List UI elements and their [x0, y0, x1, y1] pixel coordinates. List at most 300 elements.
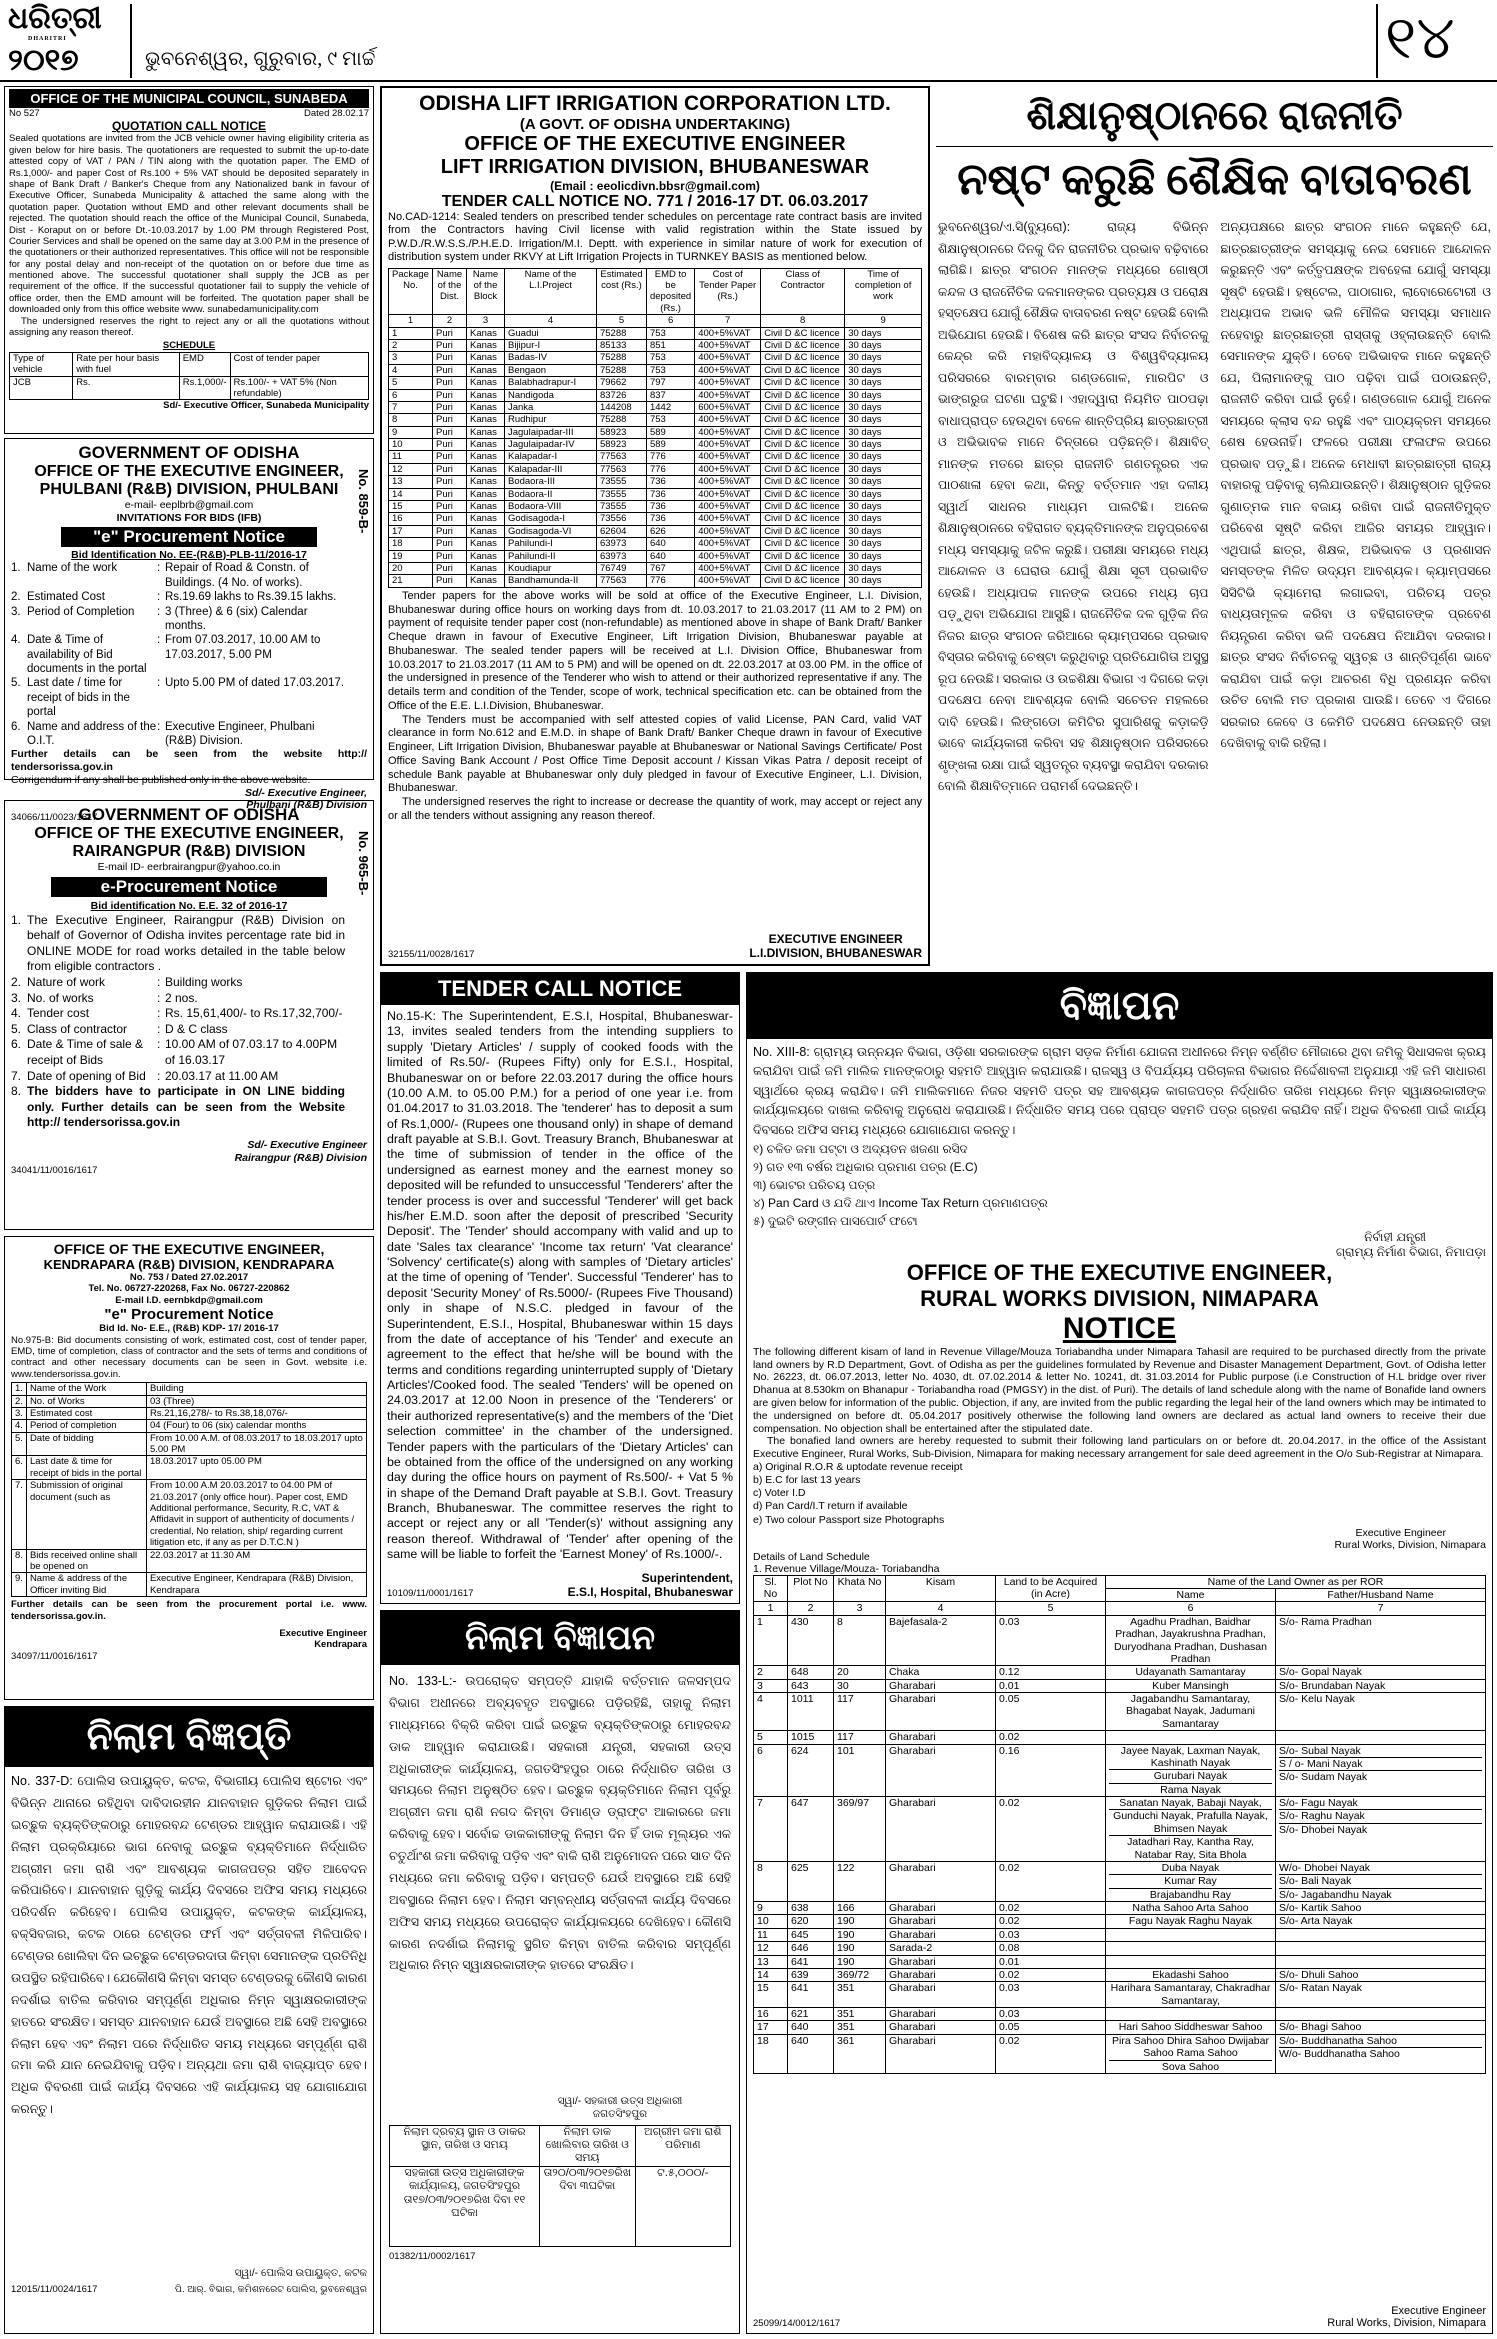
owner-relation: S/o- Bali Nayak [1279, 1874, 1482, 1887]
olic-colnum: 3 [466, 315, 504, 327]
kendrapara-row: 7. Submission of original document (such as From 10.00 A.M 20.03.2017 to 04.00 PM of 21.03.2017 (only office hour). Paper cost, EMD Additional performance, Security, R.C, VAT & Affidavit in support of authenticity of documents / credential, No relation, ship/ regarding current litigation etc, if any as per D.T.C.N ) [12, 1480, 367, 1549]
olic-cell: 6 [389, 389, 433, 401]
nimapara-owner-names [1106, 1731, 1276, 1744]
nimapara-colnum: 3 [834, 1602, 886, 1615]
olic-cell: Civil D &C licence [761, 538, 845, 550]
olic-cell: Janka [504, 401, 596, 413]
nilam-cuttack-sig: ସ୍ୱା/- ପୋଲିସ ଉପାୟୁକ୍ତ, କଟକ [234, 2267, 367, 2279]
nimapara-cell-area: 0.02 [996, 1861, 1106, 1901]
olic-cell: 30 days [845, 550, 922, 562]
nilam-jsp-body: No. 133-L:- ଉପରୋକ୍ତ ସମ୍ପତ୍ତି ଯାହାକି ବର୍ତ୍ତମାନ ଜଳସମ୍ପଦ ବିଭାଗ ଅଧୀନରେ ଅବ୍ୟବହୃତ ଅବସ୍ଥାରେ ପଡ଼ିରହିଛି, ତାହାକୁ ନିଲାମ ମାଧ୍ୟମରେ ବିକ୍ରି କରିବା ପାଇଁ ଇଚ୍ଛୁକ ବ୍ୟକ୍ତିଙ୍କଠାରୁ ମୋହରବନ୍ଦ ଡାକ ଆହ୍ୱାନ କରାଯାଉଛି। ସହକାରୀ ଯନ୍ତ୍ରୀ, ସହକାରୀ ଉତ୍ସ ଅଧିକାରୀଙ୍କ କାର୍ଯ୍ୟାଳୟ, ଜଗତସିଂହପୁର ଠାରେ ନିର୍ଦ୍ଧାରିତ ତାରିଖ ଓ ସମୟରେ ନିଲାମ ଅନୁଷ୍ଠିତ ହେବ। ଇଚ୍ଛୁକ ବ୍ୟକ୍ତିମାନେ ନିଲାମ ପୂର୍ବରୁ ଅଗ୍ରୀମ ଜମା ରାଶି ନଗଦ କିମ୍ବା ଡିମାଣ୍ଡ ଡ୍ରାଫ୍ଟ ଆକାରରେ ଜମା କରିବାକୁ ହେବ। ସର୍ବୋଚ୍ଚ ଡାକକାରୀଙ୍କୁ ନିଲାମ ଦିନ ହିଁ ଡାକ ମୂଲ୍ୟର ଏକ ଚତୁର୍ଥାଂଶ ଜମା କରିବାକୁ ପଡ଼ିବ ଏବଂ ବାକି ରାଶି ଅନୁମୋଦନ ପରେ ସାତ ଦିନ ମଧ୍ୟରେ ଜମା କରିବାକୁ ପଡ଼ିବ। ସମ୍ପତ୍ତି ଯେଉଁ ଅବସ୍ଥାରେ ଅଛି ସେହି ଅବସ୍ଥାରେ ନିଲାମ ହେବ। ନିଲାମ ସମ୍ବନ୍ଧୀୟ ସର୍ତ୍ତାବଳୀ କାର୍ଯ୍ୟ ଦିବସରେ ଅଫିସ ସମୟ ମଧ୍ୟରେ ଉପରୋକ୍ତ କାର୍ଯ୍ୟାଳୟରେ ଦେଖିହେବ। କୌଣସି କାରଣ ନଦର୍ଶାଇ ନିଲାମକୁ ସ୍ଥଗିତ କିମ୍ବା ବାତିଲ କରିବାର ସମ୍ପୂର୍ଣ୍ଣ ଅଧିକାର ନିମ୍ନ ସ୍ୱାକ୍ଷରକାରୀଙ୍କ ହାତରେ ସଂରକ୍ଷିତ। [389, 1674, 731, 1973]
owner-relation: S/o- Dhuli Sahoo [1279, 1968, 1359, 1981]
nimapara-row [754, 1679, 1486, 1692]
owner-name: Udayanath Samantaray [1135, 1666, 1246, 1679]
nimapara-cell-kisam: Gharabari [886, 1744, 996, 1797]
nimapara-cell-sl: 16 [754, 2008, 788, 2021]
owner-name: Jatadhari Ray, Kantha Ray, Natabar Ray, Sita Bhola [1109, 1835, 1272, 1861]
nimapara-cell-khata: 190 [834, 1915, 886, 1928]
nimapara-cell-khata: 101 [834, 1744, 886, 1797]
nimapara-owner-names [1106, 1982, 1276, 2008]
masthead-divider-right [1376, 4, 1378, 78]
nimapara-cell-plot: 641 [788, 1982, 834, 2008]
olic-cell: 11 [389, 451, 433, 463]
olic-cell: Civil D &C licence [761, 513, 845, 525]
olic-cell: Puri [432, 476, 466, 488]
nilam-jsp-th: ନିଲାମ ଦ୍ରବ୍ୟ ସ୍ଥାନ ଓ ଡାକର ସ୍ଥାନ, ତାରିଖ ଓ ସମୟ [390, 2125, 540, 2166]
nimapara-colnum: 4 [886, 1602, 996, 1615]
kendrapara-further: Further details can be seen from the procurement portal i.e. www. tendersorissa.gov.in. [11, 1599, 367, 1622]
owner-relation: S/o- Brundaban Nayak [1279, 1679, 1386, 1692]
olic-cell: 400+5%VAT [695, 525, 761, 537]
olic-colnum: 1 [389, 315, 433, 327]
olic-sig1: EXECUTIVE ENGINEER [768, 932, 903, 946]
olic-cell: Puri [432, 364, 466, 376]
phulbani-ifb: INVITATIONS FOR BIDS (IFB) [116, 511, 262, 524]
olic-cell: Civil D &C licence [761, 439, 845, 451]
olic-th: Time of completion of work [845, 268, 922, 315]
nimapara-cell-kisam: Bajefasala-2 [886, 1615, 996, 1666]
olic-cell: 400+5%VAT [695, 538, 761, 550]
olic-cell: 14 [389, 488, 433, 500]
nimapara-colnum: 5 [996, 1602, 1106, 1615]
logo-sub: DHARITRI [28, 36, 67, 42]
olic-cell: 589 [646, 439, 694, 451]
olic-l2: (A GOVT. OF ODISHA UNDERTAKING) [519, 116, 791, 133]
sunabeda-schedule-table [9, 352, 369, 401]
nimapara-cell-area: 0.03 [996, 1982, 1106, 2008]
olic-cell: Kanas [466, 339, 504, 351]
olic-cell: Puri [432, 401, 466, 413]
owner-relation: S / o- Mani Nayak [1279, 1757, 1482, 1770]
article-headline: ନଷ୍ଟ କରୁଛି ଶୈକ୍ଷିକ ବାତାବରଣ [957, 155, 1472, 204]
olic-cell: Rudhipur [504, 414, 596, 426]
olic-cell: 73556 [596, 513, 646, 525]
phulbani-corrigendum: Corrigendum if any shall be published only in the above website. [11, 773, 311, 786]
nilam-jsp-td: ଟ.୫,୦୦୦/- [635, 2166, 731, 2246]
nimapara-th: Kisam [886, 1575, 996, 1602]
nimapara-owner-relations [1276, 1615, 1486, 1666]
olic-cell: Puri [432, 513, 466, 525]
nimapara-cell-area: 0.02 [996, 1731, 1106, 1744]
nimapara-cell-area: 0.03 [996, 1615, 1106, 1666]
article-col2: ଅନ୍ୟପକ୍ଷରେ ଛାତ୍ର ସଂଗଠନ ମାନେ କହୁଛନ୍ତି ଯେ, ଛାତ୍ରଛାତ୍ରୀଙ୍କ ସମସ୍ୟାକୁ ନେଇ ସେମାନେ ଆନ୍ଦୋଳନ କରୁଛନ୍ତି ଏବଂ କର୍ତ୍ତୃପକ୍ଷଙ୍କ ଅବହେଳା ଯୋଗୁଁ ସମସ୍ୟା ସୃଷ୍ଟି ହେଉଛି। ହଷ୍ଟେଲ, ପାଠାଗାର, ଲାବୋରେଟୋରୀ ଓ ଅଧ୍ୟାପକ ଅଭାବ ଭଳି ମୌଳିକ ସମସ୍ୟା ସମାଧାନ ନହେବାରୁ ଛାତ୍ରଛାତ୍ରୀ ରାସ୍ତାକୁ ଓହ୍ଲାଉଛନ୍ତି ବୋଲି ସେମାନଙ୍କ ଯୁକ୍ତି। ତେବେ ଅଭିଭାବକ ମାନେ କହୁଛନ୍ତି ଯେ, ପିଲାମାନଙ୍କୁ ପାଠ ପଢ଼ିବା ପାଇଁ ପଠାଉଛନ୍ତି, ରାଜନୀତି କରିବା ପାଇଁ ନୁହେଁ। ଗଣ୍ଡଗୋଳ ଯୋଗୁଁ ଅନେକ ସମୟରେ କ୍ଲାସ ବନ୍ଦ ରହୁଛି ଏବଂ ପାଠ୍ୟକ୍ରମ ସମୟରେ ଶେଷ ହେଉନାହିଁ। ଫଳରେ ପରୀକ୍ଷା ଫଳାଫଳ ଉପରେ ପ୍ରଭାବ ପଡ଼ୁଛି। ଅନେକ ମେଧାବୀ ଛାତ୍ରଛାତ୍ରୀ ରାଜ୍ୟ ବାହାରକୁ ପଢ଼ିବାକୁ ଚାଲିଯାଉଛନ୍ତି। ଶିକ୍ଷାନୁଷ୍ଠାନ ଗୁଡ଼ିକର ଗୁଣାତ୍ମକ ମାନ ବଜାୟ ରଖିବା ପାଇଁ ରାଜନୀତିମୁକ୍ତ ପରିବେଶ ସୃଷ୍ଟି କରିବା ଆଜିର ସମୟର ଆହ୍ୱାନ। ଏଥିପାଇଁ ଛାତ୍ର, ଶିକ୍ଷକ, ଅଭିଭାବକ ଓ ପ୍ରଶାସନ ସମସ୍ତଙ୍କ ମିଳିତ ଉଦ୍ୟମ ଆବଶ୍ୟକ। କ୍ୟାମ୍ପସରେ ସିସିଟିଭି କ୍ୟାମେରା ଲଗାଇବା, ପରିଚୟ ପତ୍ର ବାଧ୍ୟତାମୂଳକ କରିବା ଓ ବହିରାଗତଙ୍କ ପ୍ରବେଶ ନିୟନ୍ତ୍ରଣ କରିବା ଭଳି ପଦକ୍ଷେପ ନିଆଯିବା ଦରକାର। ଛାତ୍ର ସଂସଦ ନିର୍ବାଚନକୁ ସ୍ୱଚ୍ଛ ଓ ଶାନ୍ତିପୂର୍ଣ୍ଣ ଭାବେ କରାଯିବା ପାଇଁ କଡ଼ା ଆଚରଣ ବିଧି ପ୍ରଣୟନ କରିବା ଉଚିତ ବୋଲି ମତ ପ୍ରକାଶ ପାଉଛି। ତେବେ ଏ ଦିଗରେ ସରକାର କେବେ ଓ କେମିତି ପଦକ୍ଷେପ ନେଉଛନ୍ତି ତାହା ଦେଖିବାକୁ ବାକି ରହିଲା। [1220, 220, 1491, 750]
olic-cell: 837 [646, 389, 694, 401]
olic-row [389, 377, 922, 389]
olic-cell: Kanas [466, 451, 504, 463]
nimapara-row [754, 1615, 1486, 1666]
nimapara-owner-names [1106, 1797, 1276, 1862]
nimapara-row [754, 1915, 1486, 1928]
olic-colnum: 8 [761, 315, 845, 327]
nimapara-cell-kisam: Gharabari [886, 1915, 996, 1928]
nimapara-row [754, 1928, 1486, 1941]
olic-cell: 30 days [845, 575, 922, 587]
rairangpur-l2: OFFICE OF THE EXECUTIVE ENGINEER, [34, 825, 344, 842]
olic-colnum: 9 [845, 315, 922, 327]
rairangpur-notice-title: e-Procurement Notice [51, 877, 327, 897]
owner-relation: S/o- Gopal Nayak [1279, 1666, 1362, 1679]
sunabeda-th: EMD [179, 352, 230, 376]
olic-l1: ODISHA LIFT IRRIGATION CORPORATION LTD. [419, 92, 891, 115]
nimapara-owner-relations [1276, 1928, 1486, 1941]
olic-cell: 851 [646, 339, 694, 351]
sunabeda-td: Rs.1,000/- [179, 376, 230, 400]
nimapara-row [754, 2021, 1486, 2034]
olic-cell: Civil D &C licence [761, 501, 845, 513]
nimapara-table-body [754, 1615, 1486, 2073]
olic-row [389, 389, 922, 401]
ad-nimapara [746, 972, 1493, 2334]
nimapara-cell-area: 0.02 [996, 1968, 1106, 1981]
nimapara-colnum-row [754, 1602, 1486, 1615]
owner-relation: S/o- Kelu Nayak [1279, 1693, 1355, 1706]
rairangpur-item: 4. Tender cost : Rs. 15,61,400/- to Rs.17,32,700/- [11, 1006, 343, 1021]
nimapara-eng-item: c) Voter I.D [753, 1487, 806, 1500]
nilam-jsp-title: ନିଲାମ ବିଜ୍ଞାପନ [381, 1611, 739, 1665]
nimapara-cell-area: 0.03 [996, 2008, 1106, 2021]
nimapara-cell-khata: 117 [834, 1731, 886, 1744]
olic-table-body [389, 327, 922, 587]
olic-cell: Puri [432, 463, 466, 475]
nimapara-cell-area: 0.02 [996, 1902, 1106, 1915]
owner-relation: S/o- Fagu Nayak [1279, 1797, 1358, 1810]
nimapara-cell-sl: 18 [754, 2034, 788, 2073]
olic-row [389, 463, 922, 475]
nimapara-sig-b2: Rural Works, Division, Nimapara [1327, 2317, 1486, 2329]
nimapara-cell-sl: 15 [754, 1982, 788, 2008]
olic-cell: 776 [646, 451, 694, 463]
olic-cell: Civil D &C licence [761, 352, 845, 364]
nimapara-cell-sl: 13 [754, 1955, 788, 1968]
ad-phulbani [4, 438, 374, 824]
nimapara-th: Sl. No [754, 1575, 788, 1602]
olic-cell: Kalapadar-III [504, 463, 596, 475]
olic-l4: LIFT IRRIGATION DIVISION, BHUBANESWAR [440, 156, 870, 178]
nimapara-cell-area: 0.16 [996, 1744, 1106, 1797]
nimapara-owner-relations [1276, 1797, 1486, 1862]
nimapara-eng-body: The following different kisam of land in Revenue Village/Mouza Toriabandha under Nimapara Tahasil are required to be purchased directly from the private land owners by R.D Department, Govt. of Odisha as per the guidelines formulated by Revenue and Disaster Management Department, Govt. of Odisha letter No. 26223, dt. 06.07.2013, letter No. 4030, dt. 07.02.2014 & letter No. 10241, dt. 31.03.2014 for Public purpose (i.e Construction of H.L bridge over river Dhanua at 8.530km on Bhanapur - Toriabandha road (PMGSY) in the dist. of Puri). The details of land schedule along with the name of Bonafide land owners are given below for information of the public. Objection, if any, are invited from the public regarding the legal heir of the land owners which may be intimated to the undersigned on before dt. 05.04.2017 positively otherwise the following land owners are declared as actual land owners to receive their due compensation. No objection shall be entertained after the stipulated date. [753, 1345, 1486, 1435]
olic-colnum-row [389, 315, 922, 327]
rairangpur-ref: 34041/11/0016/1617 [11, 1164, 98, 1176]
nimapara-cell-khata: 20 [834, 1666, 886, 1679]
nimapara-cell-area: 0.02 [996, 1797, 1106, 1862]
nimapara-odia-sig2: ଗ୍ରାମ୍ୟ ନିର୍ମାଣ ବିଭାଗ, ନିମାପଡ଼ା [1335, 1244, 1486, 1259]
kendrapara-row: 5. Date of bidding From 10.00 A.M. of 08.03.2017 to 18.03.2017 upto 5.00 PM [12, 1432, 367, 1456]
olic-cell: Jagulaipadar-IV [504, 439, 596, 451]
nimapara-colnum: 6 [1106, 1602, 1276, 1615]
phulbani-l3: PHULBANI (R&B) DIVISION, PHULBANI [39, 481, 339, 498]
kendrapara-l1: OFFICE OF THE EXECUTIVE ENGINEER, [53, 1241, 325, 1257]
olic-row [389, 352, 922, 364]
ad-nilam-cuttack [4, 1706, 374, 2334]
nimapara-owner-names [1106, 1615, 1276, 1666]
nimapara-cell-plot: 647 [788, 1797, 834, 1862]
phulbani-bid-id: Bid Identification No. EE-(R&B)-PLB-11/2016-17 [71, 548, 307, 561]
olic-colnum: 4 [504, 315, 596, 327]
olic-cell: 30 days [845, 352, 922, 364]
olic-cell: Puri [432, 451, 466, 463]
nimapara-th: Land to be Acquired (in Acre) [996, 1575, 1106, 1602]
olic-cell: 12 [389, 463, 433, 475]
nimapara-row [754, 1693, 1486, 1731]
phulbani-l2: OFFICE OF THE EXECUTIVE ENGINEER, [34, 463, 344, 480]
phulbani-l1: GOVERNMENT OF ODISHA [78, 443, 300, 462]
nimapara-cell-sl: 7 [754, 1797, 788, 1862]
nimapara-owner-relations [1276, 2008, 1486, 2021]
kendrapara-table [11, 1382, 367, 1597]
rairangpur-item8: 8. The bidders have to participate in ON LINE bidding only. Further details can be seen from the Website http:// tendersorissa.gov.in [11, 1084, 345, 1130]
olic-cell: 2 [389, 339, 433, 351]
olic-cell: Civil D &C licence [761, 488, 845, 500]
nimapara-land-table [753, 1575, 1486, 2074]
nimapara-owner-relations [1276, 1982, 1486, 2008]
olic-cell: Badas-IV [504, 352, 596, 364]
olic-cell: Kanas [466, 414, 504, 426]
nimapara-cell-plot: 625 [788, 1861, 834, 1901]
olic-cell: Kanas [466, 538, 504, 550]
phulbani-item: 4. Date & Time of availability of Bid documents in the portal : From 07.03.2017, 10.00 AM to 17.03.2017, 5.00 PM [11, 634, 321, 676]
rairangpur-sig2: Rairangpur (R&B) Division [234, 1151, 367, 1164]
sunabeda-no: No 527 [9, 108, 40, 119]
nilam-cuttack-body: No. 337-D: ପୋଲିସ ଉପାୟୁକ୍ତ, କଟକ, ବିଭାଗୀୟ ପୋଲିସ ଷ୍ଟୋର ଏବଂ ବିଭିନ୍ନ ଥାନାରେ ରହିଥିବା ଦାବିଦାରହୀନ ଯାନବାହାନ ଗୁଡ଼ିକର ନିଲାମ ପାଇଁ ଇଚ୍ଛୁକ ବ୍ୟକ୍ତିଙ୍କଠାରୁ ମୋହରବନ୍ଦ ଟେଣ୍ଡର ଆହ୍ୱାନ କରାଯାଉଛି। ଏହି ନିଲାମ ପ୍ରକ୍ରିୟାରେ ଭାଗ ନେବାକୁ ଇଚ୍ଛୁକ ବ୍ୟକ୍ତିମାନେ ନିର୍ଦ୍ଧାରିତ ଅଗ୍ରୀମ ଜମା ରାଶି ଏବଂ ଆବଶ୍ୟକ କାଗଜପତ୍ର ସହିତ ଆବେଦନ କରିପାରିବେ। ଯାନବାହାନ ଗୁଡ଼ିକୁ କାର୍ଯ୍ୟ ଦିବସରେ ଅଫିସ ସମୟ ମଧ୍ୟରେ ପରିଦର୍ଶନ କରିହେବ। ପୋଲିସ ଉପାୟୁକ୍ତ, କଟକଙ୍କ କାର୍ଯ୍ୟାଳୟ, ବକ୍ସିବଜାର, କଟକ ଠାରେ ଟେଣ୍ଡର ଫର୍ମ ଏବଂ ସର୍ତ୍ତାବଳୀ ମିଳିପାରିବ। ଟେଣ୍ଡର ଖୋଲିବା ଦିନ ଇଚ୍ଛୁକ ଟେଣ୍ଡରଦାତା କିମ୍ବା ସେମାନଙ୍କ ପ୍ରତିନିଧି ଉପସ୍ଥିତ ରହିପାରିବେ। ଯେକୌଣସି କିମ୍ବା ସମସ୍ତ ଟେଣ୍ଡରକୁ କୌଣସି କାରଣ ନଦର୍ଶାଇ ବାତିଲ କରିବାର ସମ୍ପୂର୍ଣ୍ଣ ଅଧିକାର ନିମ୍ନ ସ୍ୱାକ୍ଷରକାରୀଙ୍କ ହାତରେ ସଂରକ୍ଷିତ। ସମସ୍ତ ଯାନବାହାନ ଯେଉଁ ଅବସ୍ଥାରେ ଅଛି ସେହି ଅବସ୍ଥାରେ ନିଲାମ ହେବ ଏବଂ ନିଲାମ ପରେ ନିର୍ଦ୍ଧାରିତ ସମୟ ମଧ୍ୟରେ ସମ୍ପୂର୍ଣ୍ଣ ରାଶି ଜମା କରି ଯାନ ନେଇଯିବାକୁ ପଡ଼ିବ। ଅନ୍ୟଥା ଜମା ରାଶି ବାଜ୍ୟାପ୍ତ ହେବ। ଅଧିକ ବିବରଣୀ ପାଇଁ କାର୍ଯ୍ୟ ଦିବସରେ ଏହି କାର୍ଯ୍ୟାଳୟ ସହ ଯୋଗାଯୋଗ କରନ୍ତୁ। [11, 1774, 367, 2117]
nimapara-cell-area: 0.05 [996, 1693, 1106, 1731]
olic-th: Name of the Block [466, 268, 504, 315]
olic-cell: 753 [646, 352, 694, 364]
nimapara-cell-plot: 638 [788, 1902, 834, 1915]
masthead [0, 0, 1497, 82]
olic-row [389, 538, 922, 550]
olic-cell: 30 days [845, 451, 922, 463]
owner-relation: S/o- Ratan Nayak [1279, 1982, 1362, 1995]
olic-cell: 3 [389, 352, 433, 364]
owner-name: Gunduchi Nayak, Prafulla Nayak, Bhimsen Nayak [1109, 1809, 1272, 1835]
nimapara-owner-relations [1276, 1942, 1486, 1955]
owner-name: Ekadashi Sahoo [1152, 1968, 1229, 1981]
phulbani-item: 1. Name of the work : Repair of Road & Constn. of Buildings. (4 No. of works). [11, 562, 309, 589]
olic-cell: Pahilundi-II [504, 550, 596, 562]
olic-cell: 400+5%VAT [695, 476, 761, 488]
nimapara-row [754, 1902, 1486, 1915]
olic-cell: 400+5%VAT [695, 364, 761, 376]
rairangpur-intro: 1. The Executive Engineer, Rairangpur (R&B) Division on behalf of Governor of Odisha invites percentage rate bid in ONLINE MODE for road works detailed in the table below from eligible contractors . [11, 912, 345, 974]
olic-cell: Kanas [466, 401, 504, 413]
olic-cell: 16 [389, 513, 433, 525]
olic-sig2: L.I.DIVISION, BHUBANESWAR [749, 946, 922, 960]
olic-cell: 30 days [845, 488, 922, 500]
nimapara-cell-plot: 645 [788, 1928, 834, 1941]
nimapara-ref: 25099/14/0012/1617 [753, 2318, 841, 2329]
nimapara-odia-body: No. XIII-8: ଗ୍ରାମ୍ୟ ଉନ୍ନୟନ ବିଭାଗ, ଓଡ଼ିଶା ସରକାରଙ୍କ ଗ୍ରାମ ସଡ଼କ ନିର୍ମାଣ ଯୋଜନା ଅଧୀନରେ ନିମ୍ନ ବର୍ଣ୍ଣିତ ମୌଜାରେ ଥିବା ଜମିକୁ ସିଧାସଳଖ କ୍ରୟ କରାଯିବା ପାଇଁ ଜମି ମାଲିକ ମାନଙ୍କଠାରୁ ସହମତି ଆହ୍ୱାନ କରାଯାଉଛି। ରାଜସ୍ୱ ଓ ବିପର୍ଯ୍ୟୟ ପରିଚାଳନା ବିଭାଗର ନିର୍ଦ୍ଦେଶାବଳୀ ଅନୁଯାୟୀ ଏହି ଜମି ସାଧାରଣ ସ୍ୱାର୍ଥରେ କ୍ରୟ କରାଯିବ। ଜମି ମାଲିକମାନେ ନିଜର ସହମତି ପତ୍ର ସହ ଆବଶ୍ୟକ କାଗଜପତ୍ର ନିର୍ଦ୍ଧାରିତ ତାରିଖ ମଧ୍ୟରେ ନିମ୍ନ ସ୍ୱାକ୍ଷରକାରୀଙ୍କ କାର୍ଯ୍ୟାଳୟରେ ଦାଖଲ କରିବାକୁ ଅନୁରୋଧ କରାଯାଉଛି। ନିର୍ଦ୍ଧାରିତ ସମୟ ପରେ ପ୍ରାପ୍ତ ସହମତି ପତ୍ର ଗ୍ରହଣ କରାଯିବ ନାହିଁ। ଅଧିକ ବିବରଣୀ ପାଇଁ କାର୍ଯ୍ୟ ଦିବସରେ ଅଫିସ ସମୟ ମଧ୍ୟରେ ଯୋଗାଯୋଗ କରନ୍ତୁ। [753, 1045, 1486, 1137]
nimapara-cell-sl: 1 [754, 1615, 788, 1666]
nimapara-th: Name of the Land Owner as per ROR [1106, 1575, 1486, 1588]
olic-cell: Civil D &C licence [761, 339, 845, 351]
nimapara-owner-names [1106, 1955, 1276, 1968]
olic-cell: Kalapadar-I [504, 451, 596, 463]
nimapara-cell-khata: 117 [834, 1693, 886, 1731]
sunabeda-td: JCB [10, 376, 73, 400]
olic-cell: 77563 [596, 575, 646, 587]
phulbani-side-no: No. 859-B- [356, 469, 371, 534]
nimapara-cell-plot: 639 [788, 1968, 834, 1981]
owner-name: Harihara Samantaray, Chakradhar Samantaray, [1110, 1982, 1271, 2007]
nimapara-th: Plot No [788, 1575, 834, 1602]
olic-cell: 736 [646, 513, 694, 525]
nimapara-l2: RURAL WORKS DIVISION, NIMAPARA [920, 1285, 1319, 1311]
kendrapara-sig2: Kendrapara [314, 1639, 367, 1651]
nimapara-cell-sl: 9 [754, 1902, 788, 1915]
olic-cell: Kanas [466, 563, 504, 575]
nimapara-cell-kisam: Gharabari [886, 1679, 996, 1692]
olic-cell: 400+5%VAT [695, 463, 761, 475]
nimapara-owner-names [1106, 1968, 1276, 1981]
olic-cell: 30 days [845, 364, 922, 376]
esi-body: No.15-K: The Superintendent, E.S.I, Hospital, Bhubaneswar-13, invites sealed tenders from the intending suppliers to supply 'Dietary Articles' / supply of cooked foods with the limited of Rs.50/- (Rupees Fifty) only for E.S.I., Hospital, Bhubaneswar on or before 22.03.2017 during the office hours (10.00 A.M. to 05.00 P.M.) for a period of one year i.e. from 01.04.2017 to 31.03.2018. The 'tenderer' has to deposit a sum of Rs.1,000/- (Rupees one thousand only) in shape of demand draft payable at S.B.I. Govt. Treasury Branch, Bhubaneswar at the time of submission of tender in the office of the undersigned as earnest money and the earnest money so deposited will be refunded to unsuccessful 'Tenderers' after the tender process is over and successful 'Tenderer' will get back his/her E.M.D. soon after the deposit of prescribed 'Security Deposit'. The 'Tender' should accompany with valid and up to date 'Sales tax clearance' 'Income tax return' 'Vat clearance' 'Solvency' certificate(s) along with samples of 'Dietary articles' at the time of opening of 'Tender'. Successful 'Tenderer' has to deposit 'Security Money' of Rs.5000/- (Rupees Five Thousand) only in shape of N.S.C. pledged in favour of the Superintendent, E.S.I., Hospital, Bhubaneswar within 15 days from the date of acceptance of his 'Tender' and execute an agreement to the effect that he/she will be bound with the terms and conditions regarding uninterrupted supply of 'Dietary Articles'/Cooked food. The sealed 'Tenders' will be opened on 24.03.2017 at 12.00 Noon in presence of the 'Tenderers' or their authorized representative(s) and the members of the 'Diet selection committee' in the chamber of the undersigned. Tender papers with the particulars of the 'Dietary Articles' can be obtained from the office of the undersigned on any working day during the office hours on payment of Rs.500/- + Vat 5 % in shape of the Demand Draft payable at S.B.I. Govt. Treasury Branch, Bhubaneswar. The committee reserves the right to accept or reject any or all 'Tender(s)' without assigning any reason thereof. Withdrawal of 'Tender' after opening of the same will be liable to forfeit the 'Earnest Money' of Rs.1000/-. [387, 1009, 733, 1562]
nimapara-owner-relations [1276, 1968, 1486, 1981]
nimapara-cell-kisam: Gharabari [886, 1955, 996, 1968]
olic-cell: 58923 [596, 426, 646, 438]
olic-row [389, 414, 922, 426]
kendrapara-bid-id: Bid Id. No- E.E., (R&B) KDP- 17/ 2016-17 [99, 1323, 279, 1335]
nimapara-notice: NOTICE [1062, 1311, 1177, 1345]
olic-cell: 30 days [845, 377, 922, 389]
sunabeda-th: Cost of tender paper [230, 352, 368, 376]
kendrapara-row: 4. Period of completion 04 (Four) to 06 (six) calendar months [12, 1420, 367, 1432]
olic-cell: 30 days [845, 414, 922, 426]
nimapara-eng-item: e) Two colour Passport size Photographs [753, 1513, 945, 1526]
olic-cell: 30 days [845, 327, 922, 339]
sunabeda-title: OFFICE OF THE MUNICIPAL COUNCIL, SUNABEDA [9, 89, 369, 108]
olic-colnum: 6 [646, 315, 694, 327]
nimapara-cell-khata: 361 [834, 2034, 886, 2073]
rairangpur-bid-id: Bid identification No. E.E. 32 of 2016-17 [90, 899, 288, 912]
olic-cell: 753 [646, 327, 694, 339]
olic-cell: Kanas [466, 501, 504, 513]
olic-cell: 17 [389, 525, 433, 537]
nimapara-row [754, 1797, 1486, 1862]
article [936, 86, 1493, 966]
nimapara-sig-a2: Rural Works, Division, Nimapara [1334, 1538, 1486, 1551]
olic-cell: 400+5%VAT [695, 451, 761, 463]
page-number: ୧୪ [1385, 5, 1455, 71]
owner-name: Jayee Nayak, Laxman Nayak, Kashinath Nayak [1120, 1744, 1261, 1769]
olic-cell: Civil D &C licence [761, 451, 845, 463]
olic-cell: 1442 [646, 401, 694, 413]
olic-cell: 640 [646, 550, 694, 562]
nimapara-cell-sl: 14 [754, 1968, 788, 1981]
owner-name: Kuber Mansingh [1152, 1679, 1229, 1692]
nimapara-cell-sl: 3 [754, 1679, 788, 1692]
phulbani-ref: 34066/11/0023/1617 [11, 812, 98, 824]
ad-esi [380, 972, 740, 1604]
nilam-jsp-th: ଅଗ୍ରୀମ ଜମା ରାଶି ପରିମାଣ [635, 2125, 731, 2166]
phulbani-email: e-mail- eeplbrb@gmail.com [124, 499, 254, 511]
olic-cell: 400+5%VAT [695, 377, 761, 389]
olic-cell: 7 [389, 401, 433, 413]
nimapara-cell-sl: 5 [754, 1731, 788, 1744]
nimapara-sig-a1: Executive Engineer [1355, 1526, 1446, 1539]
rairangpur-l1: GOVERNMENT OF ODISHA [78, 805, 300, 824]
olic-cell: 18 [389, 538, 433, 550]
olic-cell: 776 [646, 575, 694, 587]
nimapara-cell-sl: 11 [754, 1928, 788, 1941]
olic-row [389, 476, 922, 488]
olic-cell: 753 [646, 414, 694, 426]
olic-cell: Civil D &C licence [761, 401, 845, 413]
nimapara-eng-list [753, 1461, 1486, 1527]
nimapara-odia-item: ୨) ଗତ ୧୩ ବର୍ଷର ଅଧିକାର ପ୍ରମାଣ ପତ୍ର (E.C) [753, 1159, 978, 1174]
nimapara-owner-names [1106, 1902, 1276, 1915]
olic-cell: Koudiapur [504, 563, 596, 575]
olic-th: Cost of Tender Paper (Rs.) [695, 268, 761, 315]
sunabeda-body2: The undersigned reserves the right to reject any or all the quotations without assigning any reason thereof. [9, 315, 369, 339]
olic-cell: 400+5%VAT [695, 439, 761, 451]
owner-relation: S/o- Buddhanatha Sahoo [1279, 2034, 1397, 2047]
nilam-jsp-td: ତା୨୦/୦୩/୨୦୧୭ରିଖ ଦିବା ୩ଘଟିକା [540, 2166, 635, 2246]
kendrapara-row: 1. Name of the Work Building [12, 1383, 367, 1395]
phulbani-item: 2. Estimated Cost : Rs.19.69 lakhs to Rs.39.15 lakhs. [11, 591, 337, 604]
nimapara-cell-plot: 1015 [788, 1731, 834, 1744]
olic-cell: Bijipur-I [504, 339, 596, 351]
esi-ref: 10109/11/0001/1617 [387, 1587, 474, 1599]
sunabeda-body: Sealed quotations are invited from the JCB vehicle owner having eligibility criteria as given below for hire basis. The quotationers are requested to submit the up-to-date attested copy of VAT / PAN / TIN along with the quotation paper. The EMD of Rs.1,000/- and paper Cost of Rs.100 + 5% VAT should be deposited separately in shape of Bank Draft / Banker's Cheque from any Nationalized bank in favour of Executive Officer, Sunabeda Municipality & attached the same along with the quotation paper. Quotation without EMD and other relevant documents shall be rejected. The quotation should reach the office of the Municipal Council, Sunabeda, Dist - Koraput on or before Dt.-10.03.2017 by 1.00 PM through Registered Post, Courier Services and shall be opened on the same day at 3.00 P.M in the presence of the quotationers or their authorized representatives. This office will not be responsible for any postal delay and non-receipt of the quotation on or before due time as mentioned above. The successful quotationer shall supply the JCB as per requirement of the office. If the successful quotationer fail to supply the vehicle of office order, then the EMD amount will be forfeited. The quotation paper shall be downloaded only from this office website www. sunabedamunicipality.com [9, 133, 369, 316]
phulbani-sig1: Sd/- Executive Engineer, [245, 786, 367, 799]
owner-relation: S/o- Sudam Nayak [1279, 1770, 1482, 1783]
phulbani-notice-title: "e" Procurement Notice [61, 527, 317, 547]
rairangpur-l3: RAIRANGPUR (R&B) DIVISION [72, 843, 306, 860]
phulbani-further: Further details can be seen from the website http:// tendersorissa.gov.in [11, 748, 367, 774]
nimapara-sig-b1: Executive Engineer [1391, 2305, 1486, 2317]
olic-cell: 400+5%VAT [695, 389, 761, 401]
olic-cell: Puri [432, 439, 466, 451]
nimapara-row [754, 1731, 1486, 1744]
olic-p1: Tender papers for the above works will be sold at office of the Executive Engineer, L.I. Division, Bhubaneswar during office hours on working days from dt. 10.03.2017 to 21.03.2017 (11 AM to 2 PM) on payment of requisite tender paper cost (non-refundable) as mentioned above in shape of Bank Draft/ Banker Cheque drawn in favour of Executive Engineer, Lift Irrigation Division, Bhubaneswar payable at Bhubaneswar. The sealed tender papers will be received at L.I. Division Office, Bhubaneswar from 10.03.2017 to 21.03.2017 (11 AM to 5 PM) and will be opened on dt. 22.03.2017 at 03.00 PM. in the office of the undersigned in presence of the Tenderer who wish to attend or their authorized representative if any. The details term and condition of the Tender, scope of work, technical specification etc. can be obtained from the Office of the E.E. L.I.Division, Bhubaneswar. [388, 589, 922, 712]
nimapara-eng-item: d) Pan Card/I.T return if available [753, 1500, 908, 1513]
olic-cell: 640 [646, 538, 694, 550]
nimapara-cell-area: 0.03 [996, 1928, 1106, 1941]
nimapara-cell-kisam: Gharabari [886, 1928, 996, 1941]
nimapara-cell-plot: 1011 [788, 1693, 834, 1731]
nimapara-cell-plot: 624 [788, 1744, 834, 1797]
ad-sunabeda [4, 86, 374, 434]
nimapara-cell-kisam: Gharabari [886, 1968, 996, 1981]
olic-cell: 400+5%VAT [695, 575, 761, 587]
nimapara-owner-names [1106, 2034, 1276, 2073]
olic-cell: Bodaora-VIII [504, 501, 596, 513]
olic-cell: 20 [389, 563, 433, 575]
owner-relation: W/o- Buddhanatha Sahoo [1279, 2047, 1482, 2060]
olic-row [389, 501, 922, 513]
nilam-jsp-sig1: ସ୍ୱା/- ସହକାରୀ ଉତ୍ସ ଅଧିକାରୀ [557, 2095, 683, 2107]
sunabeda-signature: Sd/- Executive Officer, Sunabeda Municipality [163, 400, 369, 412]
owner-relation: W/o- Dhobei Nayak [1279, 1861, 1371, 1874]
olic-row [389, 451, 922, 463]
olic-cell: 30 days [845, 439, 922, 451]
olic-cell: 10 [389, 439, 433, 451]
owner-relation: S/o- Dhobei Nayak [1279, 1823, 1482, 1836]
olic-cell: 400+5%VAT [695, 550, 761, 562]
olic-cell: 13 [389, 476, 433, 488]
olic-cell: 400+5%VAT [695, 488, 761, 500]
olic-cell: 736 [646, 476, 694, 488]
nimapara-owner-relations [1276, 2021, 1486, 2034]
nimapara-cell-khata: 190 [834, 1928, 886, 1941]
nilam-jsp-td: ସହକାରୀ ଉତ୍ସ ଅଧିକାରୀଙ୍କ କାର୍ଯ୍ୟାଳୟ, ଜଗତସିଂହପୁର ତା୧୭/୦୩/୨୦୧୭ରିଖ ଦିବା ୧୧ ଘଟିକା [390, 2166, 540, 2246]
nimapara-odia-item: ୧) ଚଳିତ ଜମା ପଟ୍ଟା ଓ ଅଦ୍ୟତନ ଖଜଣା ରସିଦ [753, 1141, 968, 1156]
olic-cell: Guadui [504, 327, 596, 339]
nimapara-row [754, 2008, 1486, 2021]
olic-cell: 9 [389, 426, 433, 438]
nimapara-eng-item: a) Original R.O.R & uptodate revenue receipt [753, 1461, 963, 1474]
